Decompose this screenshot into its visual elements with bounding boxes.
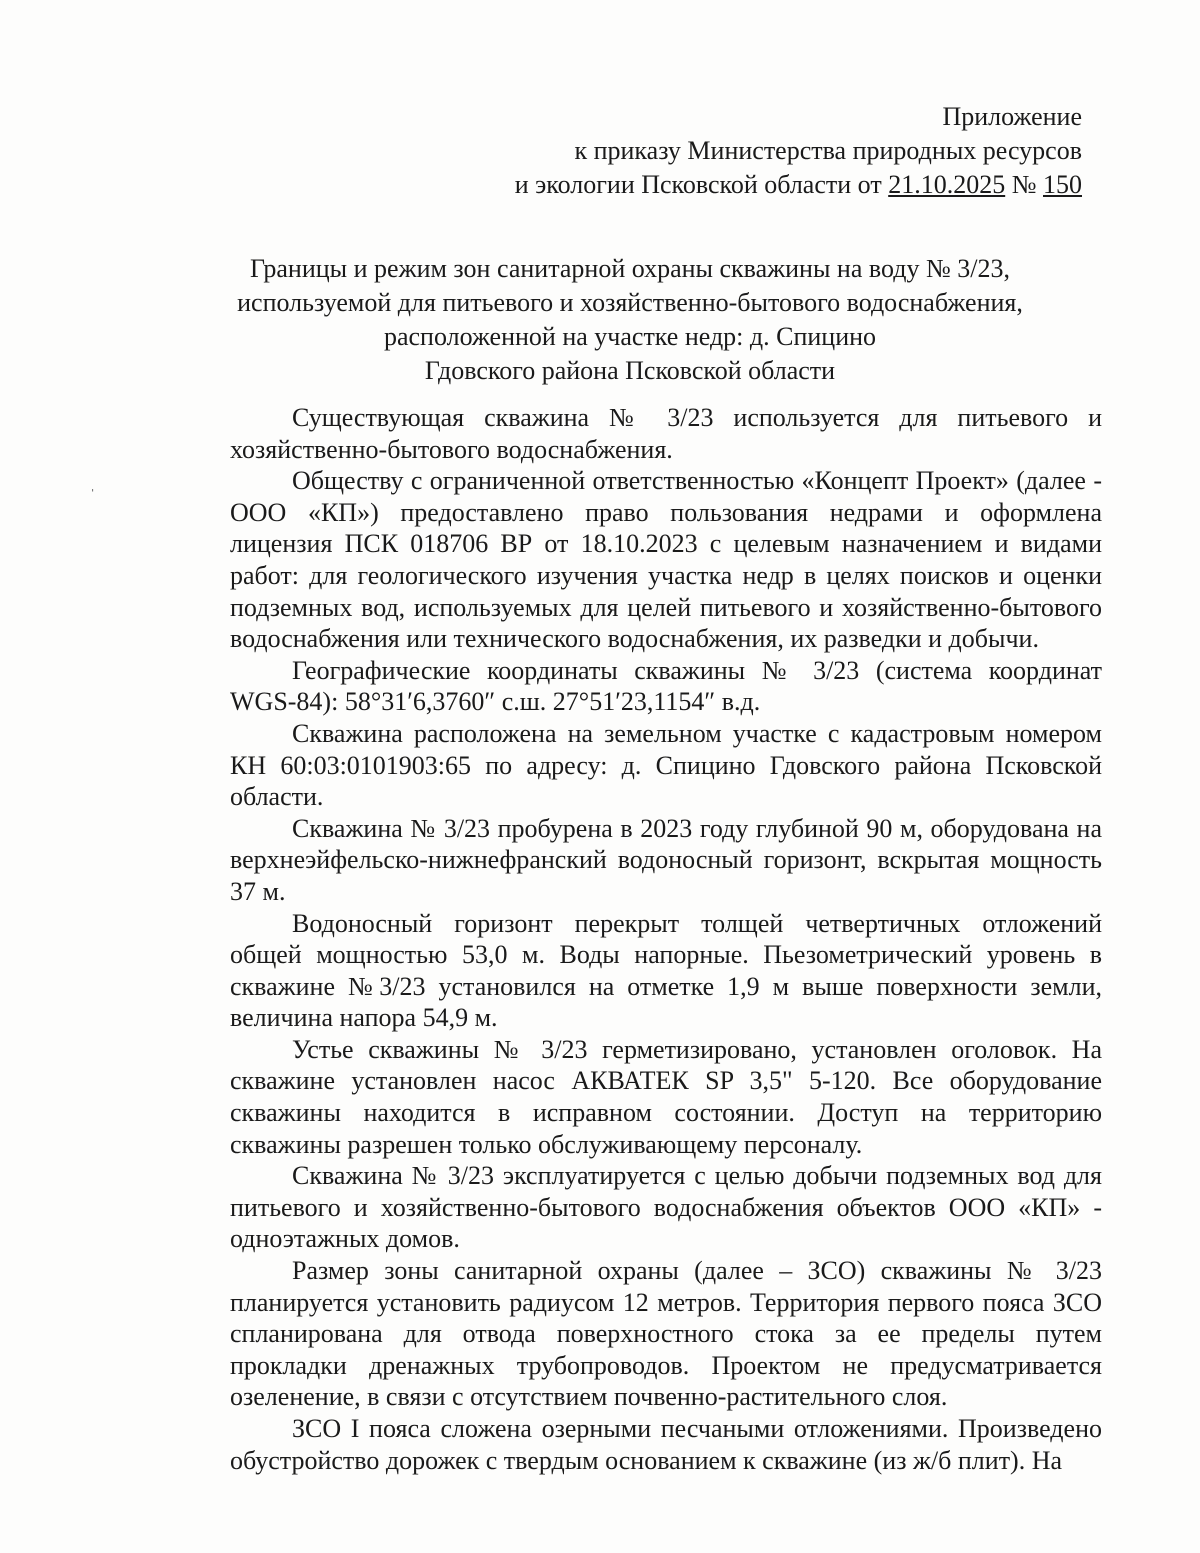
appendix-label: Приложение (942, 102, 1082, 131)
paragraph-license: Обществу с ограниченной ответственностью «Концепт Проект» (далее - ООО «КП») предоставлено право пользования недрами и оформлена лицензия ПСК 018706 ВР от 18.10.2023 с целевым назначением и видами работ: для геологического изучения участка недр в целях поисков и оценки подземных вод, используемых для целей питьевого и хозяйственно-бытового водоснабжения или технического водоснабжения, их разведки и добычи. (230, 466, 1102, 654)
paragraph-existing-well: Существующая скважина № 3/23 используется для питьевого и хозяйственно-бытового водоснабжения. (230, 403, 1102, 464)
title-line-4: Гдовского района Псковской области (424, 356, 836, 385)
paragraph-zone-belt: ЗСО I пояса сложена озерными песчаными отложениями. Произведено обустройство дорожек с твердым основанием к скважине (из ж/б плит). На (230, 1414, 1102, 1475)
paragraph-cadastral: Скважина расположена на земельном участке с кадастровым номером КН 60:03:0101903:65 по адресу: д. Спицино Гдовского района Псковской области. (230, 718, 1102, 812)
paragraph-drilling: Скважина № 3/23 пробурена в 2023 году глубиной 90 м, оборудована на верхнеэйфельско-нижнефранский водоносный горизонт, вскрытая мощность 37 м. (230, 813, 1102, 906)
paragraph-coordinates: Географические координаты скважины № 3/23 (система координат WGS-84): 58°31′6,3760″ с.ш. 27°51′23,1154″ в.д. (230, 655, 1102, 717)
document-body (230, 402, 1102, 1476)
paragraph-usage: Скважина № 3/23 эксплуатируется с целью добычи подземных вод для питьевого и хозяйственно-бытового водоснабжения объектов ООО «КП» - одноэтажных домов. (230, 1161, 1102, 1254)
title-line-1: Границы и режим зон санитарной охраны скважины на воду № 3/23, (250, 254, 1010, 283)
title-line-2: используемой для питьевого и хозяйственно-бытового водоснабжения, (237, 288, 1023, 317)
title-line-3: расположенной на участке недр: д. Спицино (383, 322, 877, 351)
document-title (200, 252, 1060, 388)
appendix-header (382, 100, 1082, 202)
margin-mark: ˈ (90, 487, 96, 504)
paragraph-aquifer: Водоносный горизонт перекрыт толщей четвертичных отложений общей мощностью 53,0 м. Воды напорные. Пьезометрический уровень в скважине №3/23 установился на отметке 1,9 м выше поверхности земли, величина напора 54,9 м. (230, 908, 1102, 1033)
number-sign: № (1005, 170, 1043, 199)
order-reference-line: к приказу Министерства природных ресурсов (574, 136, 1082, 165)
order-prefix: и экологии Псковской области от (514, 170, 889, 199)
paragraph-equipment: Устье скважины № 3/23 герметизировано, установлен оголовок. На скважине установлен насос АКВАТЕК SP 3,5" 5-120. Все оборудование скважины находится в исправном состоянии. Доступ на территорию скважины разрешен только обслуживающему персоналу. (230, 1034, 1102, 1159)
order-date: 21.10.2025 (888, 170, 1006, 199)
order-date-line (382, 168, 1082, 202)
paragraph-zone-size: Размер зоны санитарной охраны (далее – ЗСО) скважины № 3/23 планируется установить радиусом 12 метров. Территория первого пояса ЗСО спланирована для отвода поверхностного стока за ее пределы путем прокладки дренажных трубопроводов. Проектом не предусматривается озеленение, в связи с отсутствием почвенно-растительного слоя. (230, 1256, 1102, 1412)
order-number: 150 (1043, 170, 1082, 199)
